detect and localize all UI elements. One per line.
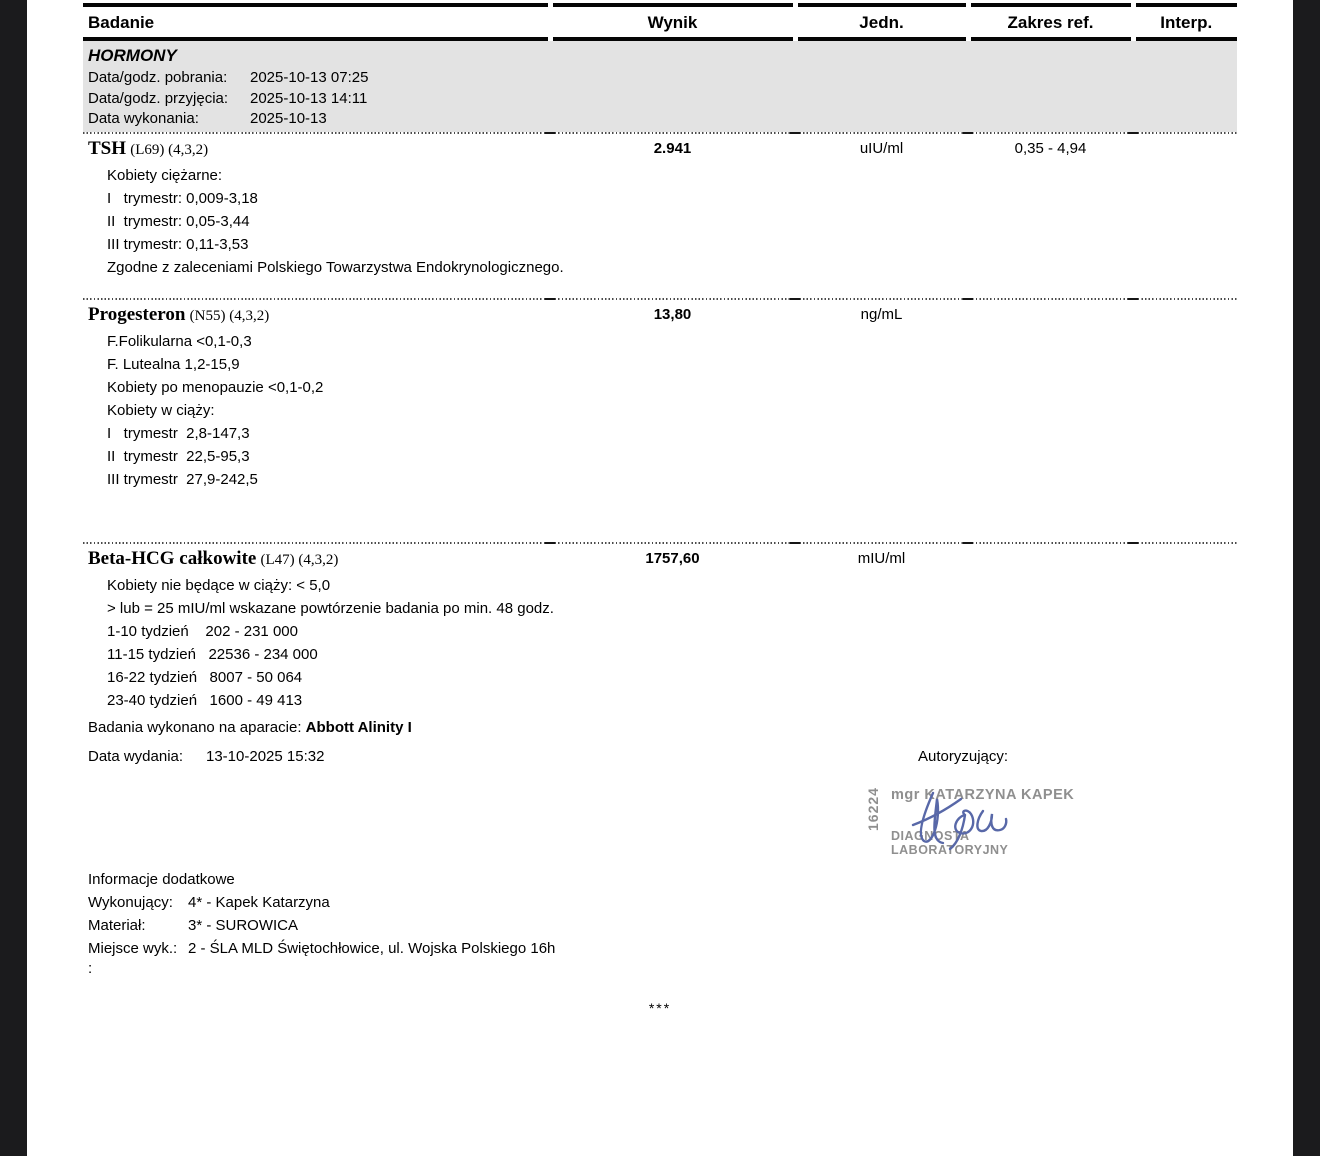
note-line: > lub = 25 mIU/ml wskazane powtórzenie badania po min. 48 godz. bbox=[107, 599, 554, 617]
info-value: 3* - SUROWICA bbox=[188, 916, 299, 934]
meta-row-pobranie bbox=[88, 68, 1237, 89]
authorizer-name: mgr KATARZYNA KAPEK bbox=[891, 786, 1075, 803]
test-reference-range bbox=[968, 547, 1133, 572]
note-line: 23-40 tydzień 1600 - 49 413 bbox=[107, 691, 303, 709]
column-header-badanie: Badanie bbox=[83, 3, 548, 41]
additional-info-row bbox=[88, 914, 1237, 937]
info-label: Wykonujący: bbox=[88, 893, 173, 911]
additional-info-row bbox=[88, 891, 1237, 914]
meta-value: 2025-10-13 14:11 bbox=[250, 89, 368, 107]
lab-report-content bbox=[83, 3, 1237, 1016]
test-result-line bbox=[83, 137, 1237, 162]
note-line: 16-22 tydzień 8007 - 50 064 bbox=[107, 668, 303, 686]
note-line: F. Lutealna 1,2-15,9 bbox=[107, 355, 240, 373]
test-interpretation bbox=[1133, 137, 1237, 162]
test-name-cell bbox=[83, 303, 550, 328]
signature-scribble bbox=[903, 789, 1033, 851]
meta-label: Data wykonania: bbox=[88, 110, 199, 127]
results-table-header bbox=[83, 3, 1237, 41]
note-line: Kobiety po menopauzie <0,1-0,2 bbox=[107, 378, 324, 396]
note-line: III trymestr 27,9-242,5 bbox=[107, 470, 258, 488]
column-header-zakres-ref: Zakres ref. bbox=[971, 3, 1131, 41]
end-of-report-marker: *** bbox=[648, 999, 672, 1016]
column-header-wynik: Wynik bbox=[553, 3, 793, 41]
issue-date-value: 13-10-2025 15:32 bbox=[206, 747, 325, 765]
info-label: Materiał: bbox=[88, 916, 146, 934]
test-name: TSH bbox=[88, 137, 127, 159]
note-line: Zgodne z zaleceniami Polskiego Towarzystwa Endokrynologicznego. bbox=[107, 258, 564, 276]
note-line: II trymestr 22,5-95,3 bbox=[107, 447, 250, 465]
note-line: III trymestr: 0,11-3,53 bbox=[107, 235, 249, 253]
info-value: 4* - Kapek Katarzyna bbox=[188, 893, 330, 911]
test-interpretation bbox=[1133, 303, 1237, 328]
note-line: I trymestr 2,8-147,3 bbox=[107, 424, 250, 442]
additional-info-title: Informacje dodatkowe bbox=[88, 870, 235, 888]
continuation-colon: : bbox=[88, 959, 93, 977]
test-row-progesteron bbox=[83, 300, 1237, 491]
note-line: I trymestr: 0,009-3,18 bbox=[107, 189, 258, 207]
issue-date-row bbox=[83, 747, 1237, 767]
test-name-cell bbox=[83, 137, 550, 162]
note-line: 1-10 tydzień 202 - 231 000 bbox=[107, 622, 298, 640]
apparatus-line bbox=[83, 718, 1237, 738]
test-row-beta-hcg bbox=[83, 544, 1237, 712]
apparatus-value: Abbott Alinity I bbox=[305, 718, 412, 736]
document-page bbox=[27, 0, 1293, 1156]
note-line: Kobiety w ciąży: bbox=[107, 401, 215, 419]
meta-label: Data/godz. pobrania: bbox=[88, 69, 228, 86]
test-code: (L69) (4,3,2) bbox=[130, 141, 209, 158]
test-unit: mIU/ml bbox=[857, 549, 906, 567]
authorizer-stamp bbox=[865, 781, 1079, 857]
test-notes bbox=[83, 162, 1237, 279]
test-result-line bbox=[83, 547, 1237, 572]
test-notes bbox=[83, 572, 1237, 712]
note-line: II trymestr: 0,05-3,44 bbox=[107, 212, 250, 230]
test-row-tsh bbox=[83, 134, 1237, 279]
note-line: Kobiety ciężarne: bbox=[107, 166, 223, 184]
test-result-value: 13,80 bbox=[653, 305, 692, 323]
stamp-number: 16224 bbox=[865, 786, 881, 831]
authorizer-label: Autoryzujący: bbox=[918, 747, 1009, 765]
meta-label: Data/godz. przyjęcia: bbox=[88, 89, 229, 107]
additional-info-row bbox=[88, 937, 1237, 960]
issue-date-label: Data wydania: bbox=[88, 747, 184, 765]
meta-row-przyjecie bbox=[88, 89, 1237, 110]
meta-value: 2025-10-13 07:25 bbox=[250, 69, 369, 86]
note-line: F.Folikularna <0,1-0,3 bbox=[107, 332, 252, 350]
apparatus-label: Badania wykonano na aparacie: bbox=[88, 718, 306, 736]
test-reference-range: 0,35 - 4,94 bbox=[1014, 139, 1087, 157]
section-hormony-band bbox=[83, 41, 1237, 132]
test-result-value: 2.941 bbox=[653, 139, 692, 157]
column-header-jedn: Jedn. bbox=[798, 3, 966, 41]
test-name: Progesteron bbox=[88, 303, 186, 325]
test-unit: uIU/ml bbox=[859, 139, 904, 157]
additional-info bbox=[83, 869, 1237, 978]
test-notes bbox=[83, 328, 1237, 491]
test-code: (N55) (4,3,2) bbox=[189, 307, 270, 324]
test-interpretation bbox=[1133, 547, 1237, 572]
test-code: (L47) (4,3,2) bbox=[260, 551, 339, 568]
test-result-value: 1757,60 bbox=[645, 549, 700, 567]
meta-value: 2025-10-13 bbox=[250, 110, 327, 127]
section-title: HORMONY bbox=[88, 46, 177, 65]
test-name-cell bbox=[83, 547, 550, 572]
column-header-interp: Interp. bbox=[1136, 3, 1238, 41]
test-unit: ng/mL bbox=[860, 305, 903, 323]
test-name: Beta-HCG całkowite bbox=[88, 547, 257, 569]
note-line: 11-15 tydzień 22536 - 234 000 bbox=[107, 645, 318, 663]
test-result-line bbox=[83, 303, 1237, 328]
meta-row-wykonanie bbox=[88, 109, 1237, 130]
authorizer-title: DIAGNOSTA LABORATORYJNY bbox=[891, 828, 1009, 857]
info-label: Miejsce wyk.: bbox=[88, 939, 178, 957]
test-reference-range bbox=[968, 303, 1133, 328]
note-line: Kobiety nie będące w ciąży: < 5,0 bbox=[107, 576, 331, 594]
info-value: 2 - ŚLA MLD Świętochłowice, ul. Wojska Polskiego 16h bbox=[188, 939, 556, 957]
